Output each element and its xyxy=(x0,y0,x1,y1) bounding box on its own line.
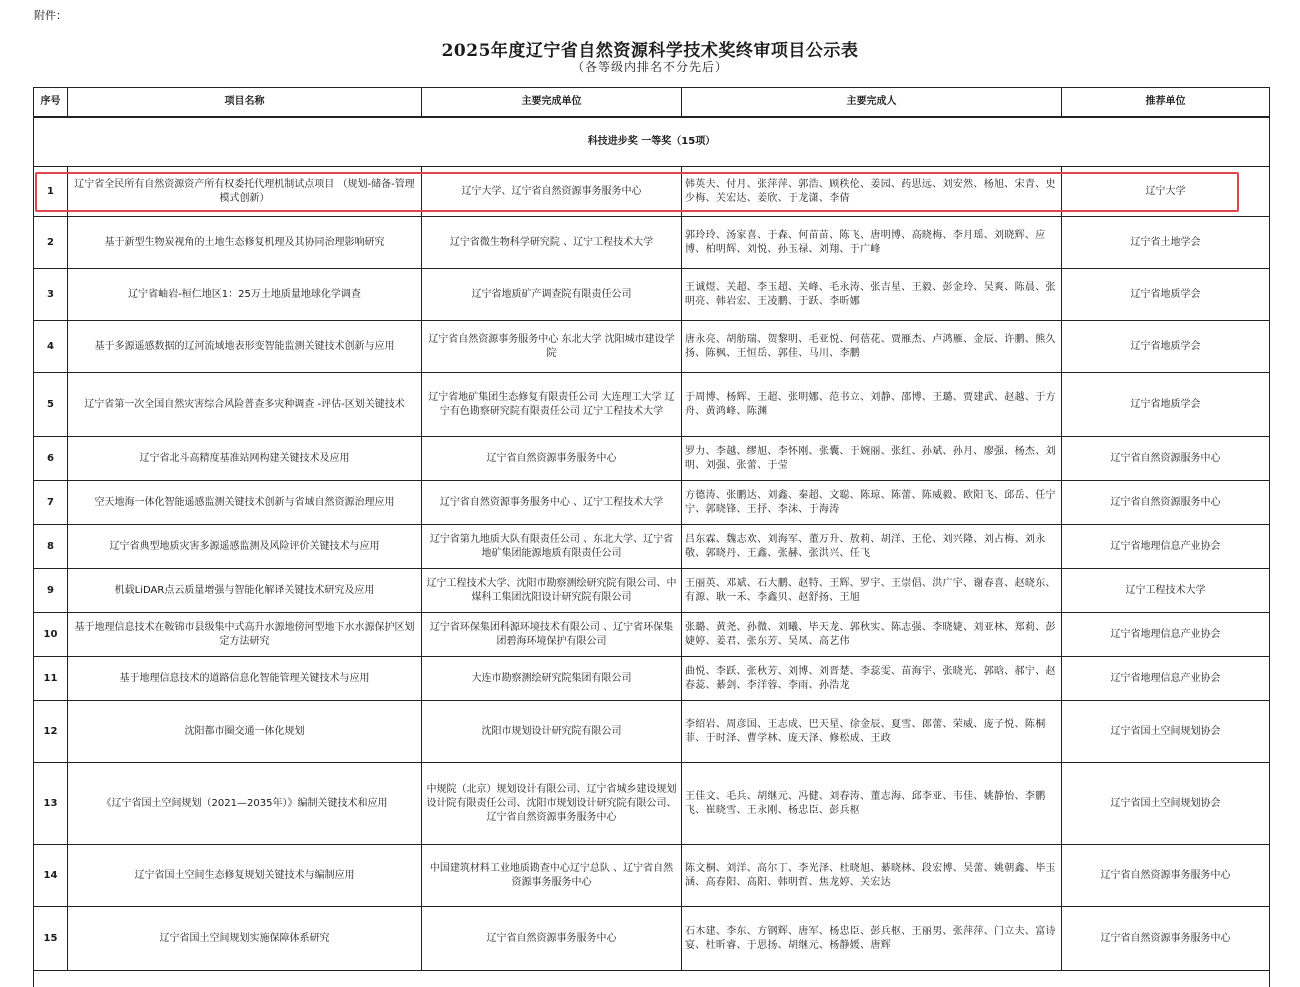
completion-units: 大连市勘察测绘研究院集团有限公司 xyxy=(422,657,682,701)
completion-persons: 郭玲玲、汤家喜、于森、何苗苗、陈飞、唐明博、高晓梅、李月瑶、刘晓辉、应博、柏明辉、刘悦、孙玉禄、刘翔、于广峰 xyxy=(682,217,1062,269)
table-row xyxy=(34,525,1270,569)
table-header-row xyxy=(34,88,1270,118)
header-no: 序号 xyxy=(34,88,68,118)
completion-units: 辽宁省自然资源事务服务中心 东北大学 沈阳城市建设学院 xyxy=(422,321,682,373)
empty-cell xyxy=(34,971,1270,987)
project-name: 辽宁省典型地质灾害多源遥感监测及风险评价关键技术与应用 xyxy=(68,525,422,569)
table-row xyxy=(34,373,1270,437)
completion-persons: 王佳文、毛兵、胡继元、冯健、刘春涛、董志海、邱李亚、韦佳、姚静怡、李鹏飞、崔晓雪、王永刚、杨忠臣、彭兵枢 xyxy=(682,763,1062,845)
recommending-unit: 辽宁大学 xyxy=(1062,167,1270,217)
completion-persons: 张璐、黄尧、孙微、刘曦、毕天龙、郭秋实、陈志强、李晓婕、刘亚林、郑莉、彭婕婷、姜君、张东芳、吴凤、高艺伟 xyxy=(682,613,1062,657)
completion-persons: 石木建、李东、方钢辉、唐军、杨忠臣、彭兵枢、王丽男、张萍萍、门立夫、富诗宴、杜昕睿、于思扬、胡继元、杨静媛、唐辉 xyxy=(682,907,1062,971)
row-number: 1 xyxy=(34,167,68,217)
row-number: 2 xyxy=(34,217,68,269)
table-row xyxy=(34,763,1270,845)
table-row xyxy=(34,437,1270,481)
table-row xyxy=(34,701,1270,763)
page-title: 2025年度辽宁省自然资源科学技术奖终审项目公示表 xyxy=(0,36,1300,61)
table-row xyxy=(34,321,1270,373)
completion-units: 中规院（北京）规划设计有限公司、辽宁省城乡建设规划设计院有限责任公司、沈阳市规划设计研究院有限公司、辽宁省自然资源事务服务中心 xyxy=(422,763,682,845)
row-number: 9 xyxy=(34,569,68,613)
completion-units: 辽宁省自然资源事务服务中心 xyxy=(422,437,682,481)
completion-units: 辽宁省微生物科学研究院 、辽宁工程技术大学 xyxy=(422,217,682,269)
table-body xyxy=(34,117,1270,987)
project-name: 辽宁省全民所有自然资源资产所有权委托代理机制试点项目 （规划-储备-管理模式创新） xyxy=(68,167,422,217)
row-number: 11 xyxy=(34,657,68,701)
completion-persons: 李绍岩、周彦国、王志成、巴天星、徐金辰、夏雪、郎蕾、荣威、庞子悦、陈桐菲、于时泽、曹学林、庞天泽、修松成、王政 xyxy=(682,701,1062,763)
completion-persons: 王诚煜、关超、李玉超、关峰、毛永涛、张吉星、王毅、彭金玲、吴爽、陈晨、张明亮、韩岩宏、王凌鹏、于跃、李昕娜 xyxy=(682,269,1062,321)
completion-units: 中国建筑材料工业地质勘查中心辽宁总队 、辽宁省自然资源事务服务中心 xyxy=(422,845,682,907)
completion-persons: 吕东霖、魏志欢、刘海军、董万升、敖莉、胡洋、王伦、刘兴隆、刘占梅、刘永敬、郭晓丹、王鑫、张赫、张洪兴、任飞 xyxy=(682,525,1062,569)
table-row xyxy=(34,569,1270,613)
completion-persons: 罗力、李越、缪旭、李怀刚、张囊、于婉丽、张红、孙斌、孙月、廖强、杨杰、刘明、刘强、张蕾、于莹 xyxy=(682,437,1062,481)
project-name: 基于地理信息技术在鞍锦市县级集中式高升水源地傍河型地下水水源保护区划定方法研究 xyxy=(68,613,422,657)
row-number: 7 xyxy=(34,481,68,525)
recommending-unit: 辽宁省自然资源服务中心 xyxy=(1062,481,1270,525)
table-row xyxy=(34,907,1270,971)
project-name: 基于多源遥感数据的辽河流域地表形变智能监测关键技术创新与应用 xyxy=(68,321,422,373)
project-name: 辽宁省国土空间规划实施保障体系研究 xyxy=(68,907,422,971)
row-number: 6 xyxy=(34,437,68,481)
project-name: 辽宁省第一次全国自然灾害综合风险普查多灾种调查 -评估-区划关键技术 xyxy=(68,373,422,437)
recommending-unit: 辽宁省地质学会 xyxy=(1062,269,1270,321)
project-name: 《辽宁省国土空间规划（2021—2035年）》编制关键技术和应用 xyxy=(68,763,422,845)
completion-units: 辽宁工程技术大学、沈阳市勘察测绘研究院有限公司、中煤科工集团沈阳设计研究院有限公司 xyxy=(422,569,682,613)
row-number: 12 xyxy=(34,701,68,763)
section-row xyxy=(34,117,1270,167)
attachment-label: 附件： xyxy=(34,7,67,23)
recommending-unit: 辽宁工程技术大学 xyxy=(1062,569,1270,613)
recommending-unit: 辽宁省国土空间规划协会 xyxy=(1062,701,1270,763)
completion-persons: 于周博、杨辉、王超、张明娜、范书立、刘静、邵博、王璐、贾建武、赵越、于方舟、黄鸿峰、陈渊 xyxy=(682,373,1062,437)
recommending-unit: 辽宁省地理信息产业协会 xyxy=(1062,657,1270,701)
row-number: 15 xyxy=(34,907,68,971)
header-units: 主要完成单位 xyxy=(422,88,682,118)
row-number: 10 xyxy=(34,613,68,657)
recommending-unit: 辽宁省地质学会 xyxy=(1062,321,1270,373)
table-row xyxy=(34,269,1270,321)
project-name: 辽宁省岫岩-桓仁地区1：25万土地质量地球化学调查 xyxy=(68,269,422,321)
project-name: 沈阳都市圈交通一体化规划 xyxy=(68,701,422,763)
completion-units: 辽宁省环保集团科源环境技术有限公司 、辽宁省环保集团碧海环境保护有限公司 xyxy=(422,613,682,657)
recommending-unit: 辽宁省地质学会 xyxy=(1062,373,1270,437)
completion-persons: 曲悦、李跃、张秋芳、刘博、刘晋楚、李蕊雯、苗海宇、张晓光、郭晗、郝宁、赵春蕊、綦剑、李洋蓉、李雨、孙浩龙 xyxy=(682,657,1062,701)
recommending-unit: 辽宁省土地学会 xyxy=(1062,217,1270,269)
table-row xyxy=(34,845,1270,907)
row-number: 5 xyxy=(34,373,68,437)
row-number: 14 xyxy=(34,845,68,907)
recommending-unit: 辽宁省自然资源事务服务中心 xyxy=(1062,907,1270,971)
header-persons: 主要完成人 xyxy=(682,88,1062,118)
project-name: 基于新型生物炭视角的土地生态修复机理及其协同治理影响研究 xyxy=(68,217,422,269)
completion-units: 辽宁省地质矿产调查院有限责任公司 xyxy=(422,269,682,321)
row-number: 8 xyxy=(34,525,68,569)
completion-persons: 方德涛、张鹏达、刘鑫、秦超、文聪、陈琼、陈蕾、陈威毅、欧阳飞、邱岳、任宁宁、郭晓锋、王抒、李沫、于海涛 xyxy=(682,481,1062,525)
completion-persons: 陈文桐、刘洋、高尔丁、李光泽、杜晓旭、綦晓林、段宏博、吴蕾、姚朝鑫、毕玉涵、高春阳、高阳、韩明哲、焦龙婷、关宏达 xyxy=(682,845,1062,907)
completion-units: 辽宁省自然资源事务服务中心 、辽宁工程技术大学 xyxy=(422,481,682,525)
row-number: 4 xyxy=(34,321,68,373)
recommending-unit: 辽宁省国土空间规划协会 xyxy=(1062,763,1270,845)
row-number: 13 xyxy=(34,763,68,845)
project-name: 空天地海一体化智能遥感监测关键技术创新与省域自然资源治理应用 xyxy=(68,481,422,525)
project-name: 辽宁省国土空间生态修复规划关键技术与编制应用 xyxy=(68,845,422,907)
project-name: 辽宁省北斗高精度基准站网构建关键技术及应用 xyxy=(68,437,422,481)
recommending-unit: 辽宁省地理信息产业协会 xyxy=(1062,525,1270,569)
header-name: 项目名称 xyxy=(68,88,422,118)
project-name: 机载LiDAR点云质量增强与智能化解译关键技术研究及应用 xyxy=(68,569,422,613)
section-title: 科技进步奖 一等奖（15项） xyxy=(34,117,1270,167)
row-number: 3 xyxy=(34,269,68,321)
table-row xyxy=(34,217,1270,269)
page-subtitle: （各等级内排名不分先后） xyxy=(0,58,1300,75)
completion-units: 沈阳市规划设计研究院有限公司 xyxy=(422,701,682,763)
table-row xyxy=(34,167,1270,217)
header-recommender: 推荐单位 xyxy=(1062,88,1270,118)
completion-units: 辽宁省地矿集团生态修复有限责任公司 大连理工大学 辽宁有色勘察研究院有限责任公司 辽宁工程技术大学 xyxy=(422,373,682,437)
completion-persons: 韩英夫、付月、张萍萍、郭浩、顾秩伦、姜园、药思远、刘安然、杨旭、宋青、史少梅、关宏达、姜欣、于龙潇、李倩 xyxy=(682,167,1062,217)
table-row xyxy=(34,613,1270,657)
recommending-unit: 辽宁省地理信息产业协会 xyxy=(1062,613,1270,657)
completion-units: 辽宁省第九地质大队有限责任公司 、东北大学、辽宁省地矿集团能源地质有限责任公司 xyxy=(422,525,682,569)
recommending-unit: 辽宁省自然资源事务服务中心 xyxy=(1062,845,1270,907)
table-row xyxy=(34,481,1270,525)
table-row xyxy=(34,657,1270,701)
completion-persons: 王丽英、邓斌、石大鹏、赵特、王辉、罗宇、王崇倡、洪广宇、谢春喜、赵晓东、有源、耿一禾、李鑫贝、赵舒扬、王旭 xyxy=(682,569,1062,613)
recommending-unit: 辽宁省自然资源服务中心 xyxy=(1062,437,1270,481)
project-table xyxy=(33,87,1270,987)
project-name: 基于地理信息技术的道路信息化智能管理关键技术与应用 xyxy=(68,657,422,701)
completion-units: 辽宁大学、辽宁省自然资源事务服务中心 xyxy=(422,167,682,217)
completion-persons: 唐永亮、胡舫瑞、贺黎明、毛亚悦、何蓓花、贾雁杰、卢鸿雁、金辰、许鹏、熊久扬、陈枫、王恒岳、郭佳、马川、李鹏 xyxy=(682,321,1062,373)
table-row-partial xyxy=(34,971,1270,987)
completion-units: 辽宁省自然资源事务服务中心 xyxy=(422,907,682,971)
